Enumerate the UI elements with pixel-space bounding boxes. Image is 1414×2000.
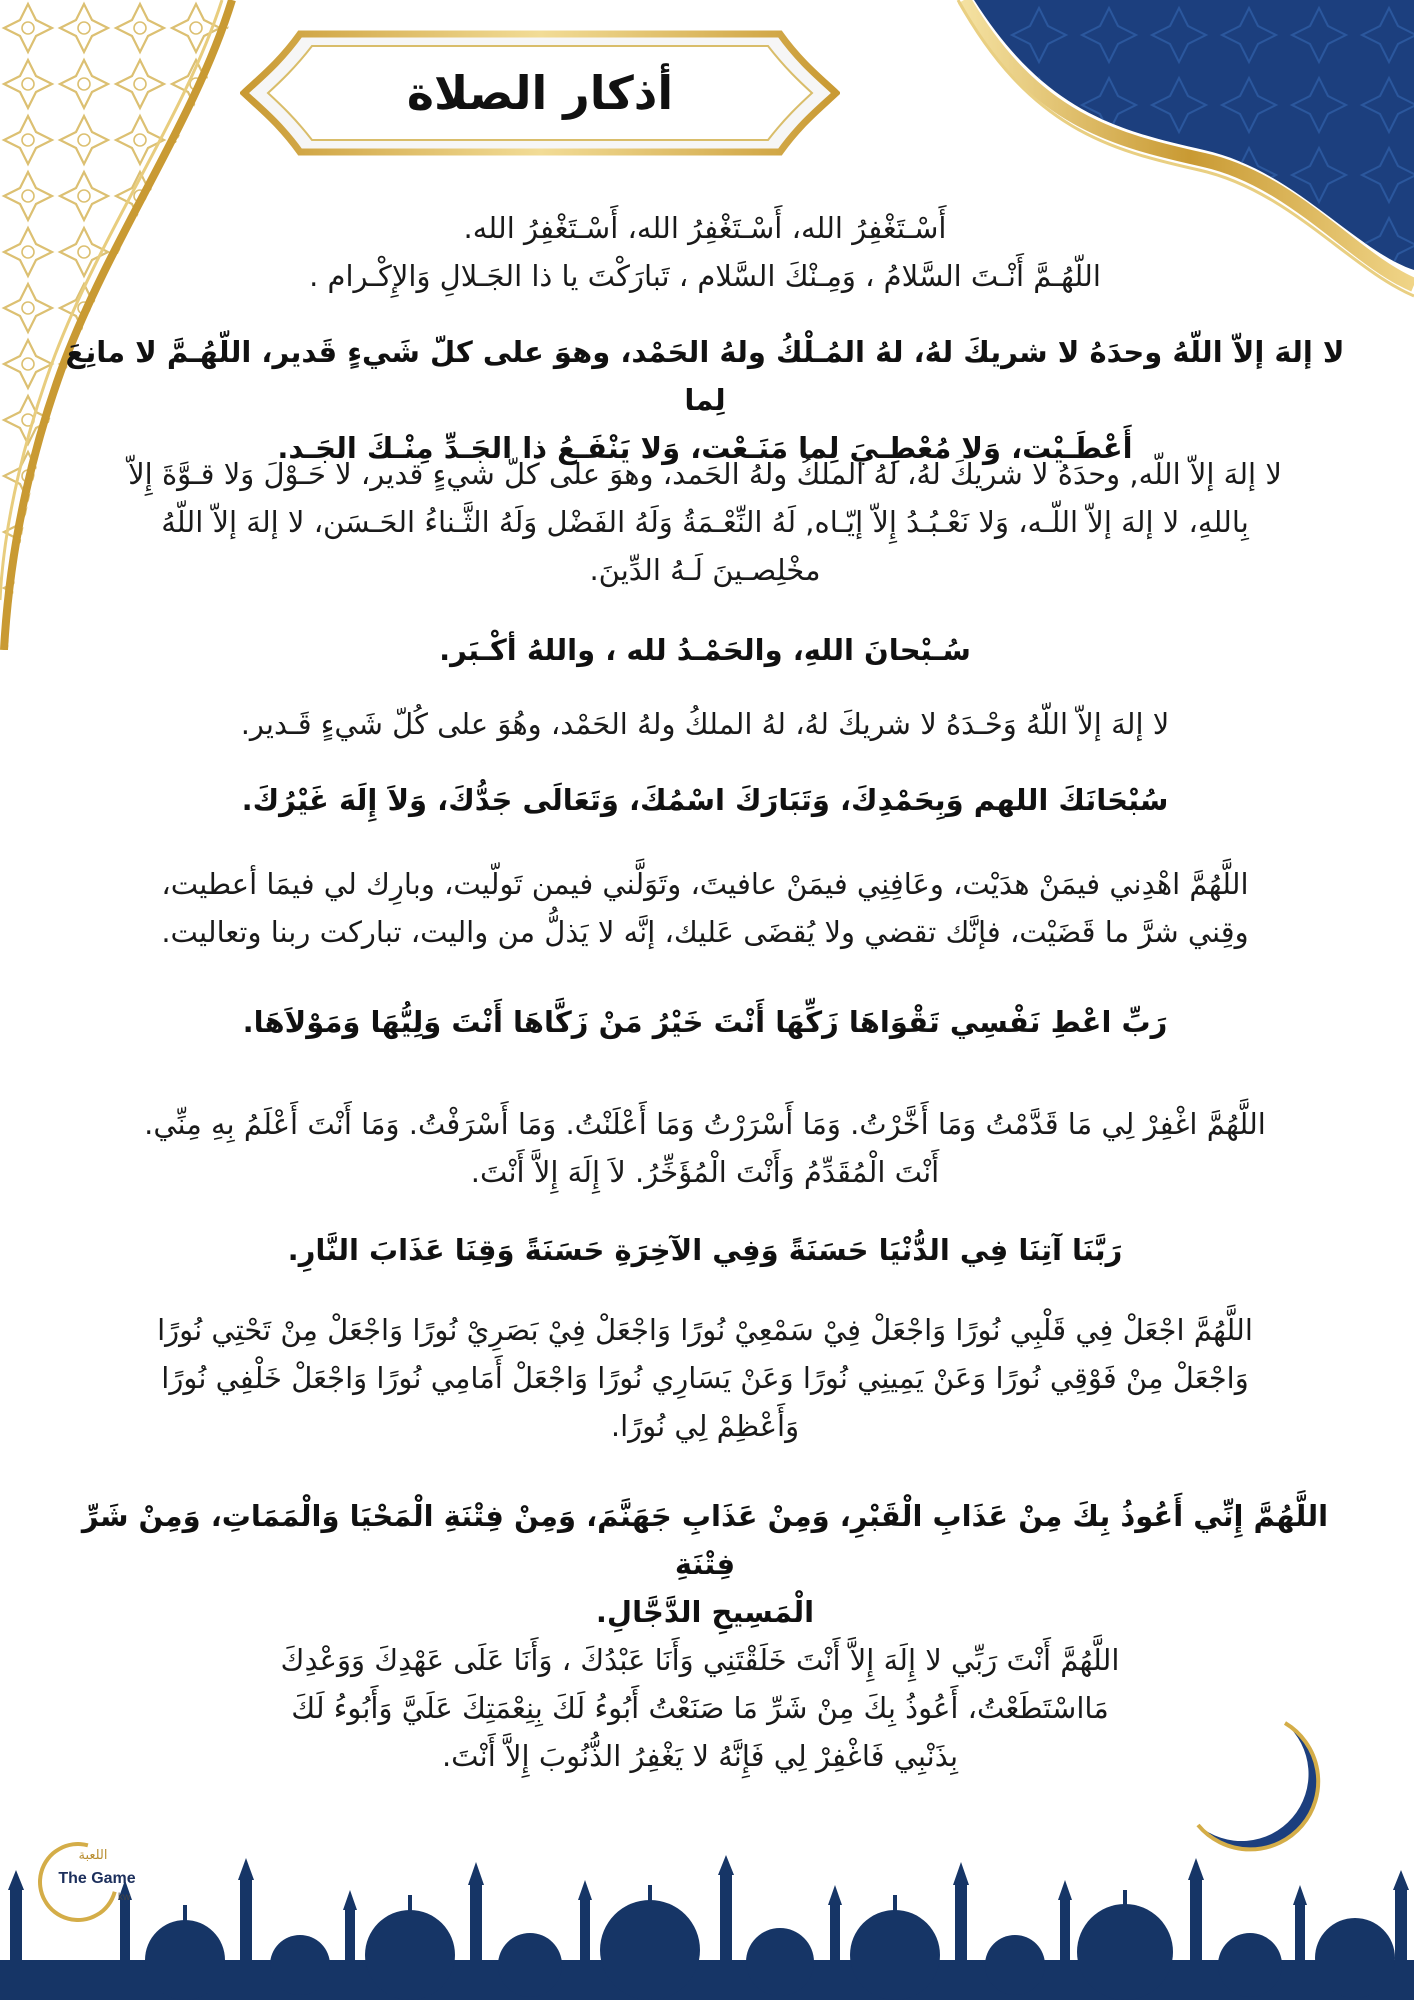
dhikr-paragraph-4 (60, 626, 1350, 674)
dhikr-paragraph-12 (60, 1492, 1350, 1636)
text-line: الْمَسِيحِ الدَّجَّالِ. (595, 1595, 815, 1629)
dhikr-paragraph-13 (200, 1636, 1200, 1780)
dhikr-paragraph-9 (60, 1100, 1350, 1196)
text-line: اللَّهُمَّ إِنِّي أَعُوذُ بِكَ مِنْ عَذَابِ الْقَبْرِ، وَمِنْ عَذَابِ جَهَنَّمَ، وَمِنْ فِتْنَةِ الْمَحْيَا وَالْمَمَاتِ، وَمِنْ شَرِّ فِتْنَةِ (81, 1499, 1329, 1581)
text-line: أَنْتَ الْمُقَدِّمُ وَأَنْتَ الْمُؤَخِّرُ. لاَ إِلَهَ إِلاَّ أَنْتَ. (470, 1155, 940, 1189)
title-banner (240, 22, 840, 164)
text-line: اللَّهُمَّ أَنْتَ رَبِّي لا إِلَهَ إِلاَّ أَنْتَ خَلَقْتَنِي وَأَنَا عَبْدُكَ ، وَأَنَا عَلَى عَهْدِكَ وَوَعْدِكَ (280, 1643, 1120, 1677)
text-line: اللَّهُمَّ اغْفِرْ لِي مَا قَدَّمْتُ وَمَا أَخَّرْتُ. وَمَا أَسْرَرْتُ وَمَا أَعْلَنْتُ. وَمَا أَسْرَفْتُ. وَمَا أَنْتَ أَعْلَمُ بِهِ مِنِّي. (144, 1107, 1266, 1141)
text-line: وَاجْعَلْ مِنْ فَوْقِي نُورًا وَعَنْ يَمِينِي نُورًا وَعَنْ يَسَارِي نُورًا وَاجْعَلْ أَمَامِي نُورًا وَاجْعَلْ خَلْفِي نُورًا (161, 1361, 1249, 1395)
text-line: أَعْطَـيْت، وَلا مُعْطِـيَ لِما مَنَـعْت، وَلا يَنْفَـعُ ذا الجَـدِّ مِنْـكَ الجَـد. (277, 431, 1133, 465)
dhikr-paragraph-7 (60, 860, 1350, 956)
dhikr-paragraph-1 (60, 204, 1350, 300)
dhikr-paragraph-3 (60, 450, 1350, 594)
text-line: مخْلِصـينَ لَـهُ الدِّينَ. (589, 553, 821, 587)
dhikr-paragraph-11 (60, 1306, 1350, 1450)
text-line: رَبَّنَا آتِنَا فِي الدُّنْيَا حَسَنَةً وَفِي الآخِرَةِ حَسَنَةً وَقِنَا عَذَابَ النَّارِ. (287, 1233, 1123, 1267)
text-line: وَأَعْظِمْ لِي نُورًا. (610, 1409, 800, 1443)
text-line: أَسْـتَغْفِرُ الله، أَسْـتَغْفِرُ الله، أَسْـتَغْفِرُ الله. (463, 211, 947, 245)
text-line: وقِني شرَّ ما قَضَيْت، فإنَّك تقضي ولا يُقضَى عَليك، إنَّه لا يَذلُّ من واليت، تباركت ربنا وتعاليت. (161, 915, 1249, 949)
text-line: اللَّهُمَّ اجْعَلْ فِي قَلْبِي نُورًا وَاجْعَلْ فِيْ سَمْعِيْ نُورًا وَاجْعَلْ فِيْ بَصَرِيْ نُورًا وَاجْعَلْ مِنْ تَحْتِي نُورًا (157, 1313, 1253, 1347)
logo-english-text: The Game (58, 1870, 136, 1887)
text-line: لا إلهَ إلاّ اللّهُ وَحْـدَهُ لا شريكَ لهُ، لهُ الملكُ ولهُ الحَمْد، وهُوَ على كُلّ شَيءٍ قَـدير. (240, 707, 1170, 741)
crescent-moon-icon (1190, 1715, 1340, 1865)
page-title: أذكار الصلاة (406, 66, 674, 120)
text-line: اللَّهُمَّ اهْدِني فيمَنْ هدَيْت، وعَافِنِي فيمَنْ عافيتَ، وتَوَلَّني فيمن تَولّيت، وبارِك لي فيمَا أعطيت، (161, 867, 1249, 901)
logo-suffix: kw (118, 1892, 131, 1903)
dhikr-paragraph-8 (60, 998, 1350, 1046)
text-line: بِاللهِ، لا إلهَ إلاّ اللّـه، وَلا نَعْـبُـدُ إِلاّ إيّـاه, لَهُ النِّعْـمَةُ وَلَهُ الفَضْل وَلَهُ الثَّـناءُ الحَـسَن، لا إلهَ إلاّ اللّهُ (161, 505, 1249, 539)
logo-arabic-text: اللعبة (78, 1848, 108, 1863)
mosque-skyline (0, 1850, 1414, 2000)
dhikr-paragraph-6 (60, 776, 1350, 824)
text-line: سُـبْحانَ اللهِ، والحَمْـدُ لله ، واللهُ أكْـبَر. (439, 633, 971, 667)
dhikr-paragraph-10 (60, 1226, 1350, 1274)
text-line: رَبِّ اعْطِ نَفْسِي تَقْوَاهَا زَكِّهَا أَنْتَ خَيْرُ مَنْ زَكَّاهَا أَنْتَ وَلِيُّهَا وَمَوْلاَهَا. (242, 1005, 1168, 1039)
the-game-logo (38, 1842, 136, 1922)
text-line: لا إلهَ إلاّ اللّه, وحدَهُ لا شريكَ لهُ، لهُ الملكُ ولهُ الحَمد، وهوَ على كلّ شيءٍ قدير، لا حَـوْلَ وَلا قـوَّةَ إِلاّ (128, 457, 1282, 491)
text-line: مَااسْتَطَعْتُ، أَعُوذُ بِكَ مِنْ شَرِّ مَا صَنَعْتُ أَبُوءُ لَكَ بِنِعْمَتِكَ عَلَيَّ وَأَبُوءُ لَكَ (291, 1691, 1109, 1725)
text-line: سُبْحَانَكَ اللهم وَبِحَمْدِكَ، وَتَبَارَكَ اسْمُكَ، وَتَعَالَى جَدُّكَ، وَلاَ إِلَهَ غَيْرُكَ. (241, 783, 1169, 817)
text-line: بِذَنْبِي فَاغْفِرْ لِي فَإِنَّهُ لا يَغْفِرُ الذُّنُوبَ إِلاَّ أَنْتَ. (441, 1739, 959, 1773)
text-line: لا إلهَ إلاّ اللّهُ وحدَهُ لا شريكَ لهُ، لهُ المُـلْكُ ولهُ الحَمْد، وهوَ على كلّ شَيءٍ قَدير، اللّهُـمَّ لا مانِعَ لِما (65, 335, 1345, 417)
text-line: اللّهُـمَّ أَنْـتَ السَّلامُ ، وَمِـنْكَ السَّلام ، تَبارَكْتَ يا ذا الجَـلالِ وَالإِكْـرام . (309, 259, 1101, 293)
dhikr-paragraph-5 (60, 700, 1350, 748)
